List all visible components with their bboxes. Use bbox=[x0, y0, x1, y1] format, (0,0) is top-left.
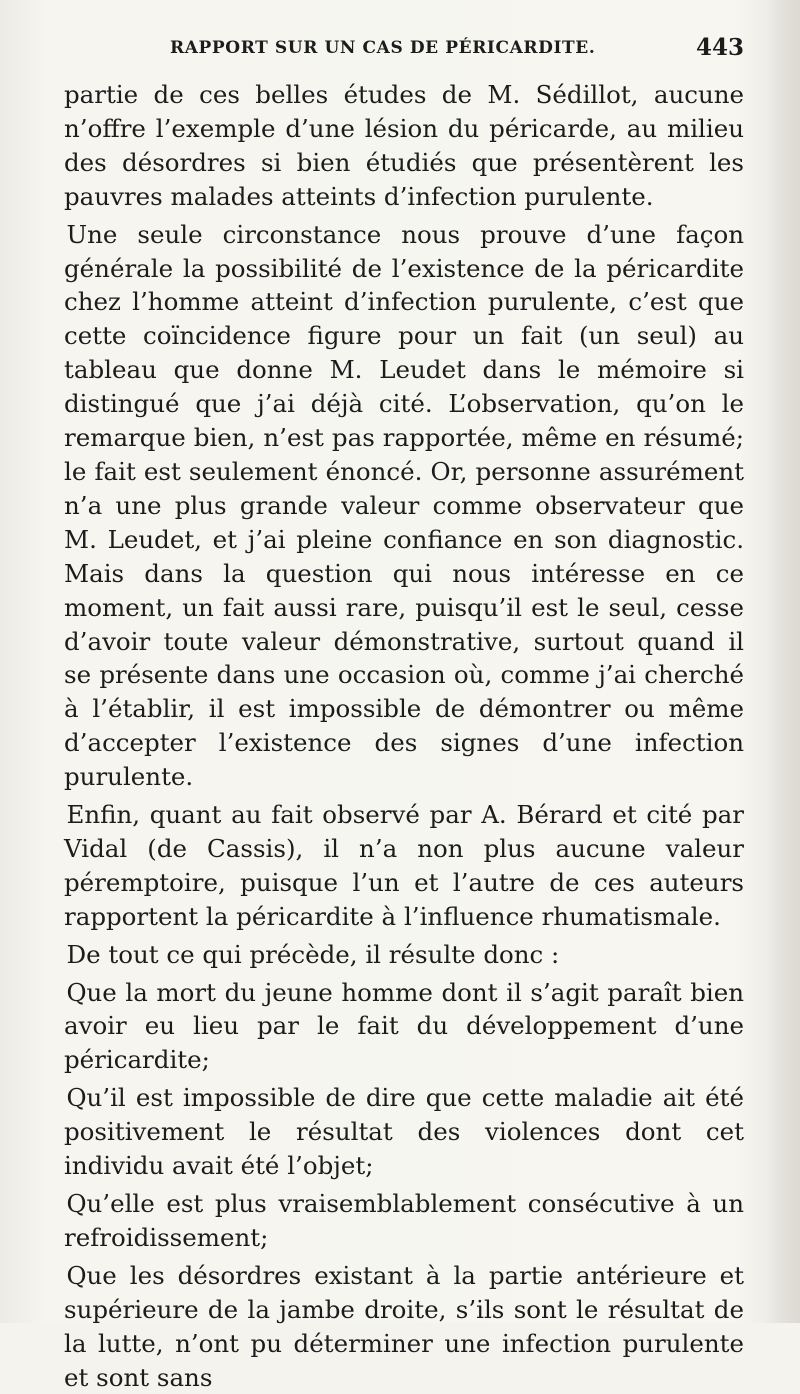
page-edge-shadow bbox=[766, 0, 800, 1323]
paragraph: Que les désordres existant à la partie antérieure et supérieure de la jambe droite, s’ils sont le résultat de la lutte, n’ont pu déterminer une infection purulente et sont sans bbox=[64, 1260, 744, 1392]
paragraph: Enfin, quant au fait observé par A. Bérard et cité par Vidal (de Cassis), il n’a non plus aucune valeur péremptoire, puisque l’un et l’autre de ces auteurs rapportent la péricardite à l’influence rhumatismale. bbox=[64, 800, 744, 931]
running-title: RAPPORT SUR UN CAS DE PÉRICARDITE. bbox=[170, 38, 596, 58]
paragraph: Une seule circonstance nous prouve d’une façon générale la possibilité de l’existence de la péricardite chez l’homme atteint d’infection purulente, c’est que cette coïncidence figure pour un fait (un seul) au tableau que donne M. Leudet dans le mémoire si distingué que j’ai déjà cité. L’observation, qu’on le remarque bien, n’est pas rapportée, même en résumé; le fait est seulement énoncé. Or, personne assurément n’a une plus grande valeur comme observateur que M. Leudet, et j’ai pleine confiance en son diagnostic. Mais dans la question qui nous intéresse en ce moment, un fait aussi rare, puisqu’il est le seul, cesse d’avoir toute valeur démonstrative, surtout quand il se présente dans une occasion où, comme j’ai cherché à l’établir, il est impossible de démontrer ou même d’accepter l’existence des signes d’une infection purulente. bbox=[64, 219, 744, 792]
paragraph: De tout ce qui précède, il résulte donc : bbox=[66, 939, 560, 969]
paragraph: Que la mort du jeune homme dont il s’agit paraît bien avoir eu lieu par le fait du développement d’une péricardite; bbox=[64, 977, 744, 1075]
page-number: 443 bbox=[695, 34, 744, 61]
body-text bbox=[64, 78, 744, 1394]
paragraph: partie de ces belles études de M. Sédillot, aucune n’offre l’exemple d’une lésion du péricarde, au milieu des désordres si bien étudiés que présentèrent les pauvres malades atteints d’infection purulente. bbox=[64, 80, 744, 211]
paragraph: Qu’elle est plus vraisemblablement consécutive à un refroidissement; bbox=[64, 1189, 744, 1252]
page-header bbox=[64, 30, 744, 70]
paragraph: Qu’il est impossible de dire que cette maladie ait été positivement le résultat des violences dont cet individu avait été l’objet; bbox=[64, 1083, 744, 1181]
